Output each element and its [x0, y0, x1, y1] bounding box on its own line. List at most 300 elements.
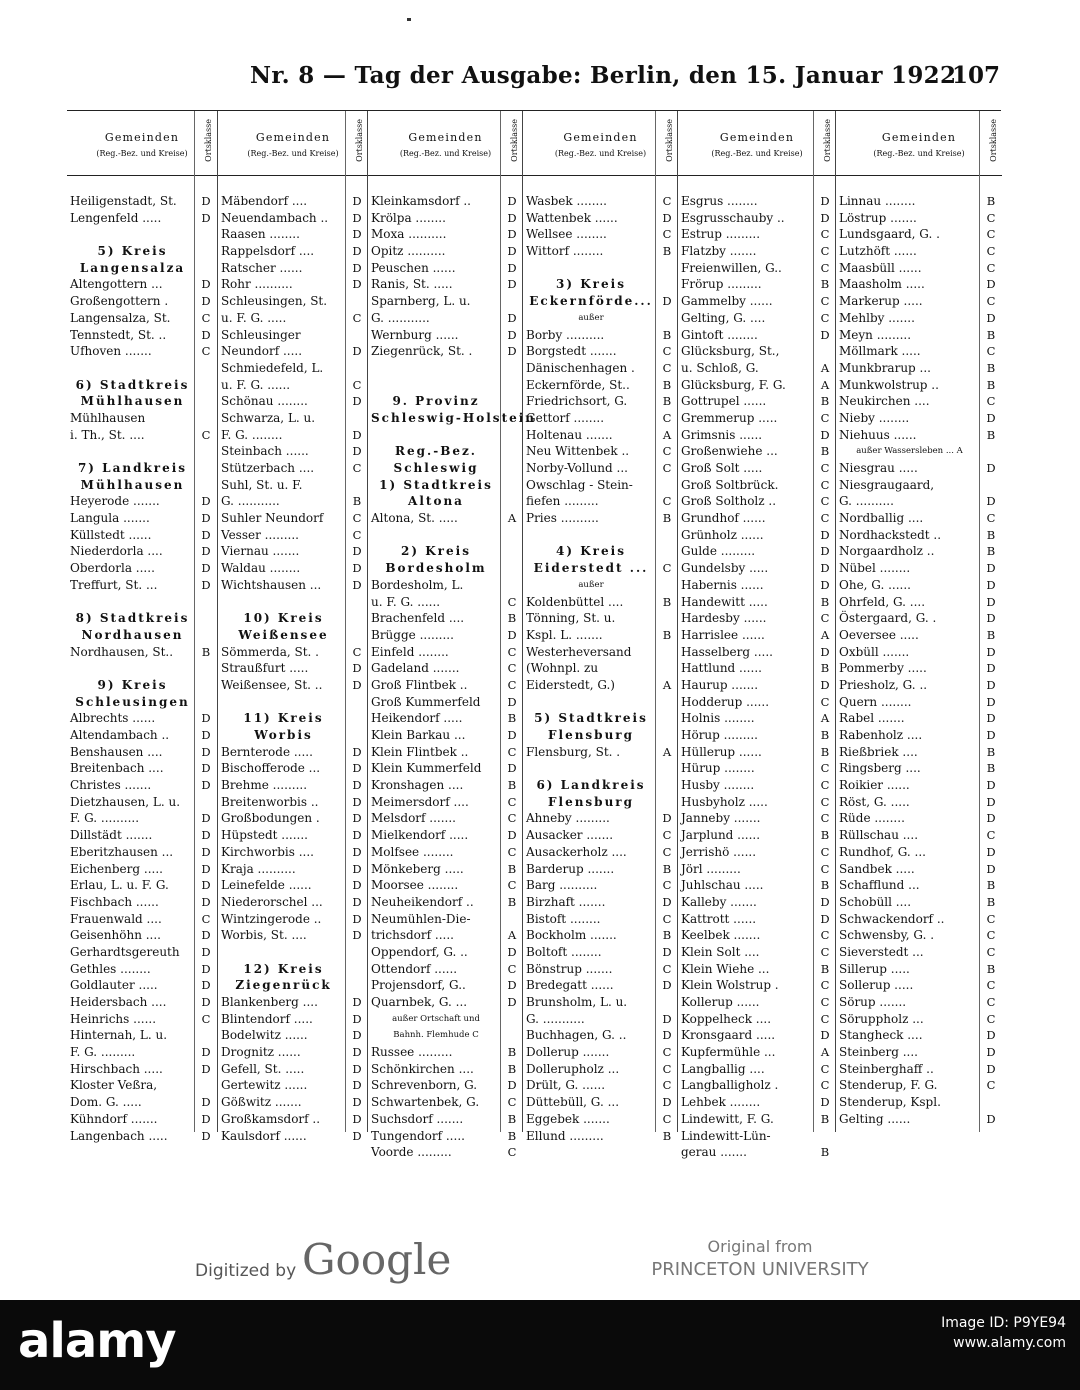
class-value: C	[201, 344, 211, 359]
class-column-header: Ortsklasse	[204, 119, 213, 162]
municipality-name: Munkwolstrup ..	[839, 377, 939, 392]
municipality-name: Lengenfeld .....	[70, 210, 162, 225]
issue-title: Nr. 8 — Tag der Ausgabe: Berlin, den 15. Januar 1922	[250, 62, 957, 89]
table-row	[218, 810, 368, 827]
class-value: A	[820, 360, 830, 375]
table-row	[218, 427, 368, 444]
table-row	[678, 911, 836, 928]
table-row	[678, 710, 836, 727]
column-entries	[67, 193, 217, 1144]
municipality-name: Lindewitt, F. G.	[681, 1111, 774, 1126]
class-value: D	[507, 944, 517, 959]
class-value: D	[352, 260, 362, 275]
class-value: B	[820, 961, 830, 976]
table-row	[523, 327, 678, 344]
table-row	[836, 994, 1002, 1011]
class-value: B	[820, 277, 830, 292]
table-row	[67, 994, 217, 1011]
class-value: D	[820, 1095, 830, 1110]
table-row	[523, 861, 678, 878]
municipality-name: Schwarza, L. u.	[221, 410, 316, 425]
municipality-name: gerau .......	[681, 1145, 747, 1160]
table-row	[218, 293, 368, 310]
class-value: D	[507, 761, 517, 776]
class-value: D	[507, 828, 517, 843]
municipality-name: Heyerode .......	[70, 494, 160, 509]
table-row	[368, 327, 523, 344]
table-row	[368, 744, 523, 761]
municipality-name: Kalleby .......	[681, 894, 757, 909]
class-value: B	[507, 894, 517, 909]
municipality-name: Möllmark .....	[839, 344, 921, 359]
column-header-subtitle: (Reg.-Bez. und Kreise)	[554, 149, 647, 158]
municipality-name: Dietzhausen, L. u.	[70, 794, 181, 809]
municipality-name: Suhler Neundorf	[221, 511, 324, 526]
municipality-name: Einfeld ........	[371, 644, 449, 659]
municipality-name: Handewitt .....	[681, 594, 768, 609]
table-row	[218, 243, 368, 260]
table-row	[368, 577, 523, 594]
table-row	[523, 1111, 678, 1128]
class-value: A	[820, 627, 830, 642]
class-value: D	[201, 928, 211, 943]
table-row	[678, 777, 836, 794]
class-value: D	[352, 1111, 362, 1126]
table-row	[67, 276, 217, 293]
table-row	[67, 1011, 217, 1028]
table-row	[523, 827, 678, 844]
table-row	[67, 1061, 217, 1078]
table-row	[836, 460, 1002, 477]
class-value: D	[352, 911, 362, 926]
table-row	[678, 894, 836, 911]
table-row	[67, 710, 217, 727]
table-row	[218, 360, 368, 377]
class-value: D	[201, 210, 211, 225]
table-row	[836, 427, 1002, 444]
municipality-name: Gelting, G. ....	[681, 310, 766, 325]
municipality-name: Rüllschau ....	[839, 828, 919, 843]
table-row	[218, 343, 368, 360]
class-value: D	[986, 577, 996, 592]
class-value: D	[986, 811, 996, 826]
class-value: D	[986, 461, 996, 475]
class-value: C	[820, 310, 830, 325]
municipality-name: Linnau ........	[839, 194, 916, 208]
district-heading	[368, 493, 523, 510]
municipality-name: Barg ..........	[526, 878, 598, 893]
table-row	[67, 777, 217, 794]
municipality-name: Ohrfeld, G. ....	[839, 594, 926, 609]
municipality-name: Mühlhausen	[80, 477, 185, 492]
district-heading	[523, 710, 678, 727]
municipality-name: Hasselberg .....	[681, 644, 773, 659]
table-row	[523, 243, 678, 260]
class-value: D	[662, 978, 672, 993]
table-row	[67, 510, 217, 527]
class-value: D	[201, 828, 211, 843]
class-value: A	[662, 427, 672, 442]
class-value: D	[662, 1011, 672, 1026]
municipality-name: Suhl, St. u. F.	[221, 477, 303, 492]
municipality-name: Mühlhausen	[80, 394, 185, 409]
table-row	[678, 360, 836, 377]
table-row	[218, 927, 368, 944]
class-value: D	[986, 1028, 996, 1043]
district-heading	[523, 543, 678, 560]
class-value: D	[820, 210, 830, 225]
class-value: D	[986, 277, 996, 292]
class-value: D	[507, 194, 517, 208]
municipality-name: Peuschen ......	[371, 260, 456, 275]
table-row	[836, 260, 1002, 277]
table-row	[368, 527, 523, 544]
table-row	[67, 226, 217, 243]
table-row	[368, 660, 523, 677]
municipality-name: Steinberghaff ..	[839, 1061, 934, 1076]
table-row	[678, 727, 836, 744]
table-row	[836, 694, 1002, 711]
district-heading	[368, 543, 523, 560]
class-value: D	[352, 677, 362, 692]
municipality-name: Flensburg, St. .	[526, 744, 621, 759]
class-column-header: Ortsklasse	[823, 119, 832, 162]
municipality-name: Nordballig ....	[839, 511, 924, 526]
class-value: C	[986, 344, 996, 359]
municipality-name: Goldlauter .....	[70, 978, 158, 993]
table-row	[368, 727, 523, 744]
district-heading	[67, 694, 217, 711]
table-column	[367, 111, 537, 1160]
municipality-name: Grimsnis ......	[681, 427, 763, 442]
table-row	[218, 226, 368, 243]
municipality-name: Hinternah, L. u.	[70, 1028, 168, 1043]
class-value: D	[820, 544, 830, 559]
table-row	[678, 627, 836, 644]
municipality-name: 7) Landkreis	[77, 461, 188, 475]
municipality-name: Niederorschel ...	[221, 894, 323, 909]
municipality-name: Gremmerup .....	[681, 410, 778, 425]
table-row	[678, 794, 836, 811]
table-row	[678, 877, 836, 894]
table-row	[836, 810, 1002, 827]
municipality-name: Schönkirchen ....	[371, 1061, 474, 1076]
municipality-name: Drült, G. ......	[526, 1078, 606, 1093]
table-row	[67, 560, 217, 577]
municipality-name: Owschlag - Stein-	[526, 477, 633, 492]
municipality-name: Kupfermühle ...	[681, 1045, 776, 1060]
class-value: B	[507, 1045, 517, 1060]
table-row	[523, 627, 678, 644]
municipality-name: Mäbendorf ....	[221, 194, 308, 208]
municipality-name: Viernau .......	[221, 544, 300, 559]
class-value: D	[820, 577, 830, 592]
municipality-name: Koldenbüttel ....	[526, 594, 624, 609]
table-row	[368, 293, 523, 310]
table-row	[67, 844, 217, 861]
table-row	[218, 510, 368, 527]
municipality-name: Ausacker .......	[526, 828, 614, 843]
table-row	[67, 343, 217, 360]
class-value: D	[986, 711, 996, 726]
municipality-name: Rabel .......	[839, 711, 905, 726]
municipality-name: Neu Wittenbek ..	[526, 444, 630, 459]
class-value: C	[820, 694, 830, 709]
class-value: C	[201, 427, 211, 442]
class-value: B	[986, 377, 996, 392]
class-value: D	[201, 494, 211, 509]
table-row	[523, 944, 678, 961]
table-row	[523, 193, 678, 210]
municipality-name: Quern ........	[839, 694, 912, 709]
table-row	[678, 610, 836, 627]
table-row	[523, 1011, 678, 1028]
class-value: C	[986, 928, 996, 943]
site-url: www.alamy.com	[953, 1335, 1066, 1351]
class-value: A	[820, 377, 830, 392]
table-row	[678, 293, 836, 310]
district-heading	[523, 777, 678, 794]
table-row	[67, 1077, 217, 1094]
table-row	[368, 210, 523, 227]
municipality-name: Heikendorf .....	[371, 711, 463, 726]
class-value: D	[507, 978, 517, 993]
table-row	[523, 226, 678, 243]
table-row	[368, 1111, 523, 1128]
municipality-name: 2) Kreis	[401, 544, 471, 559]
municipality-name: Brachenfeld ....	[371, 611, 465, 626]
table-row	[218, 493, 368, 510]
table-row	[368, 961, 523, 978]
table-row	[218, 443, 368, 460]
municipality-name: u. Schloß, G.	[681, 360, 759, 375]
class-value: B	[820, 594, 830, 609]
municipality-name: Hattlund ......	[681, 661, 762, 676]
class-value: B	[986, 327, 996, 342]
municipality-name: Worbis	[254, 728, 313, 742]
municipality-name: Bönstrup .......	[526, 961, 613, 976]
class-value: B	[662, 861, 672, 876]
class-value: C	[820, 294, 830, 309]
municipality-name: Haurup .......	[681, 677, 759, 692]
municipality-name: Ringsberg ....	[839, 761, 921, 776]
municipality-name: Munkbrarup ...	[839, 360, 931, 375]
table-row	[836, 927, 1002, 944]
table-row	[836, 911, 1002, 928]
municipality-name: 4) Kreis	[556, 544, 626, 559]
table-row	[368, 994, 523, 1011]
class-value: D	[507, 227, 517, 242]
municipality-name: Boltoft ........	[526, 944, 602, 959]
class-value: C	[507, 961, 517, 976]
table-row	[368, 343, 523, 360]
municipality-name: Gertewitz ......	[221, 1078, 308, 1093]
class-value: D	[352, 244, 362, 259]
class-value: D	[986, 594, 996, 609]
table-row	[523, 510, 678, 527]
column-header-subtitle: (Reg.-Bez. und Kreise)	[711, 149, 803, 158]
municipality-name: Waldau ........	[221, 561, 301, 576]
class-value: C	[662, 911, 672, 926]
district-heading	[523, 794, 678, 811]
class-value: C	[507, 677, 517, 692]
table-row	[678, 644, 836, 661]
table-row	[368, 193, 523, 210]
municipality-name: Juhlschau .....	[681, 878, 764, 893]
column-header-title: Gemeinden	[881, 131, 957, 144]
table-row	[678, 310, 836, 327]
municipality-name: 10) Kreis	[243, 611, 324, 626]
municipality-name: Kattrott ......	[681, 911, 757, 926]
table-row	[368, 844, 523, 861]
class-value: B	[820, 661, 830, 676]
municipality-name: Dillstädt .......	[70, 828, 153, 843]
class-value: C	[820, 1011, 830, 1026]
municipality-name: Altendambach ..	[70, 728, 170, 742]
table-row	[67, 293, 217, 310]
class-value: C	[986, 1011, 996, 1026]
class-value: B	[507, 1111, 517, 1126]
municipality-name: 8) Stadtkreis	[75, 611, 190, 626]
municipality-name: Kühndorf .......	[70, 1111, 158, 1126]
municipality-name: Klein Wiehe ...	[681, 961, 770, 976]
class-value: D	[352, 1045, 362, 1060]
class-value: C	[986, 210, 996, 225]
municipality-name: Weißensee, St. ..	[221, 677, 323, 692]
table-column	[67, 111, 217, 1143]
table-row	[678, 577, 836, 594]
district-heading	[67, 243, 217, 260]
class-value: C	[820, 461, 830, 475]
table-row	[67, 877, 217, 894]
class-value: D	[986, 677, 996, 692]
table-row	[67, 1027, 217, 1044]
table-row	[678, 827, 836, 844]
table-row	[678, 1077, 836, 1094]
table-row	[836, 1044, 1002, 1061]
municipality-name: Ohe, G. ......	[839, 577, 911, 592]
table-row	[368, 927, 523, 944]
image-id-block	[941, 1313, 1066, 1353]
class-value: D	[352, 444, 362, 459]
municipality-name: Lutzhöft ......	[839, 244, 917, 259]
class-value: B	[820, 1145, 830, 1160]
class-value: C	[820, 928, 830, 943]
municipality-name: Dom. G. .....	[70, 1095, 142, 1110]
class-value: B	[986, 878, 996, 893]
municipality-name: Ottendorf ......	[371, 961, 458, 976]
class-value: D	[662, 944, 672, 959]
municipality-name: 6) Landkreis	[536, 778, 646, 793]
municipality-name: Harrislee ......	[681, 627, 765, 642]
class-value: C	[986, 394, 996, 409]
column-header-subtitle: (Reg.-Bez. und Kreise)	[247, 149, 339, 158]
table-row	[836, 977, 1002, 994]
class-value: D	[201, 544, 211, 559]
table-row	[836, 677, 1002, 694]
district-heading	[218, 710, 368, 727]
municipality-name: Mielkendorf .....	[371, 828, 469, 843]
municipality-name: Habernis ......	[681, 577, 764, 592]
class-value: B	[507, 861, 517, 876]
table-column	[835, 111, 1002, 1132]
table-row	[678, 1094, 836, 1111]
class-value: D	[507, 310, 517, 325]
class-value: D	[986, 1045, 996, 1060]
district-heading	[67, 377, 217, 394]
table-row	[368, 644, 523, 661]
municipality-name: Klein Solt ....	[681, 944, 760, 959]
municipality-name: Niesgraugaard,	[839, 477, 935, 492]
class-value: C	[507, 844, 517, 859]
table-row	[368, 276, 523, 293]
class-value: C	[662, 461, 672, 475]
municipality-name: Nübel ........	[839, 561, 911, 576]
municipality-name: Gulde .........	[681, 544, 756, 559]
table-row	[523, 1044, 678, 1061]
municipality-name: Niesgrau .....	[839, 461, 918, 475]
class-value: C	[507, 644, 517, 659]
class-value: C	[986, 1078, 996, 1093]
municipality-name: Birzhaft .......	[526, 894, 606, 909]
table-row	[836, 410, 1002, 427]
table-row	[523, 894, 678, 911]
class-value: B	[820, 728, 830, 742]
municipality-name: Glücksburg, F. G.	[681, 377, 786, 392]
class-value: D	[986, 310, 996, 325]
class-value: D	[507, 1078, 517, 1093]
table-row	[836, 1077, 1002, 1094]
table-row	[218, 911, 368, 928]
class-value: C	[820, 995, 830, 1009]
municipality-name: Priesholz, G. ..	[839, 677, 928, 692]
class-value: D	[986, 728, 996, 742]
table-row	[67, 443, 217, 460]
table-row	[523, 493, 678, 510]
district-heading	[67, 627, 217, 644]
class-value: C	[662, 494, 672, 509]
class-value: D	[201, 761, 211, 776]
class-value: D	[662, 894, 672, 909]
class-value: B	[662, 928, 672, 943]
municipality-name: Bodelwitz ......	[221, 1028, 308, 1043]
class-value: B	[986, 961, 996, 976]
table-row	[523, 877, 678, 894]
municipality-name: Ranis, St. .....	[371, 277, 453, 292]
class-value: D	[352, 1061, 362, 1076]
class-value: D	[201, 577, 211, 592]
municipality-name: i. Th., St. ....	[70, 427, 145, 442]
district-heading	[368, 393, 523, 410]
class-value: C	[201, 1011, 211, 1026]
municipality-name: Langenbach .....	[70, 1128, 168, 1143]
class-value: D	[507, 344, 517, 359]
municipality-name: G. ...........	[526, 1011, 585, 1026]
municipality-name: außer Ortschaft und	[392, 1013, 480, 1024]
class-value: C	[986, 260, 996, 275]
municipality-name: Kronshagen ....	[371, 778, 464, 793]
class-value: C	[662, 1061, 672, 1076]
table-row	[523, 660, 678, 677]
class-value: D	[201, 1111, 211, 1126]
table-row	[836, 343, 1002, 360]
table-row	[523, 210, 678, 227]
class-value: D	[201, 527, 211, 542]
table-row	[218, 460, 368, 477]
table-row	[218, 644, 368, 661]
table-row	[218, 944, 368, 961]
class-value: C	[820, 494, 830, 509]
